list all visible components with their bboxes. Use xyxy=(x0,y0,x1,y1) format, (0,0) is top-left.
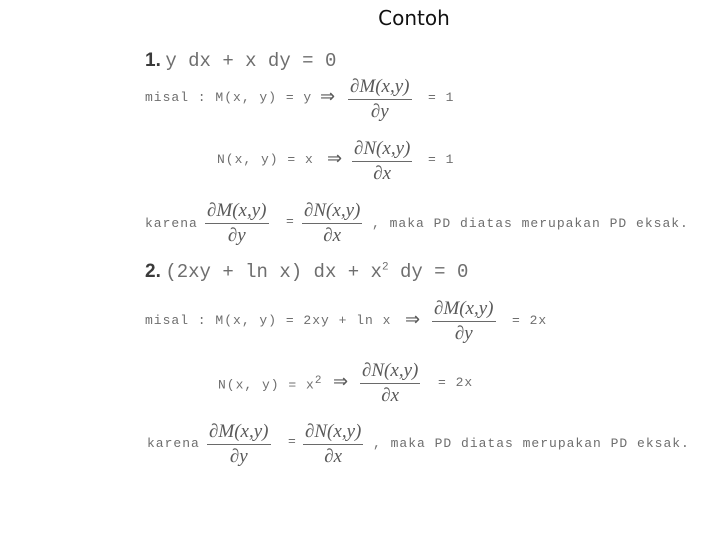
ex2-n-lhs: N(x, $y) = x^2$ xyxy=(218,375,323,393)
ex1-karena-word: karena xyxy=(145,216,198,231)
ex1-n-lhs: N(x, y) = x xyxy=(217,152,314,167)
ex1-m-rhs: = 1 xyxy=(428,90,455,105)
ex1-m-lhs: misal : M(x, y) = y xyxy=(145,90,313,105)
example-1-header xyxy=(145,50,336,72)
ex2-karena-fraction-m xyxy=(207,421,271,468)
ex1-karena-fraction-m xyxy=(205,200,269,247)
fraction-denominator: ∂y xyxy=(227,225,246,246)
ex1-n-rhs: = 1 xyxy=(428,152,455,167)
ex1-n-fraction xyxy=(352,138,412,185)
example-1-equation: y dx + x dy = 0 xyxy=(165,50,337,72)
fraction-numerator: ∂N(x,y) xyxy=(360,360,420,384)
fraction-numerator: ∂M(x,y) xyxy=(348,76,412,100)
ex2-karena-fraction-n xyxy=(303,421,363,468)
example-2-equation: (2xy + ln x) dx + $x^2$ dy = 0 xyxy=(165,261,469,283)
ex2-karena-word: karena xyxy=(147,436,200,451)
fraction-denominator: ∂x xyxy=(373,163,392,184)
fraction-denominator: ∂x xyxy=(323,225,342,246)
fraction-numerator: ∂M(x,y) xyxy=(205,200,269,224)
fraction-denominator: ∂x xyxy=(324,446,343,467)
implies-arrow-icon: ⇒ xyxy=(333,371,349,392)
fraction-numerator: ∂N(x,y) xyxy=(352,138,412,162)
fraction-denominator: ∂y xyxy=(229,446,248,467)
fraction-denominator: ∂x xyxy=(381,385,400,406)
ex1-m-fraction xyxy=(348,76,412,123)
ex2-m-lhs: misal : M(x, y) = 2xy + ln x xyxy=(145,313,392,328)
fraction-numerator: ∂N(x,y) xyxy=(302,200,362,224)
slide-title: Contoh xyxy=(378,6,450,30)
fraction-numerator: ∂N(x,y) xyxy=(303,421,363,445)
fraction-denominator: ∂y xyxy=(370,101,389,122)
fraction-numerator: ∂M(x,y) xyxy=(432,298,496,322)
implies-arrow-icon: ⇒ xyxy=(405,309,421,330)
ex1-karena-fraction-n xyxy=(302,200,362,247)
example-2-number: 2. xyxy=(145,261,161,282)
ex2-m-rhs: = 2x xyxy=(512,313,548,328)
equals-sign: = xyxy=(288,434,297,449)
implies-arrow-icon: ⇒ xyxy=(320,86,336,107)
ex2-karena-tail: , maka PD diatas merupakan PD eksak. xyxy=(373,436,690,451)
example-2-header xyxy=(145,261,468,283)
equals-sign: = xyxy=(286,214,295,229)
ex1-karena-tail: , maka PD diatas merupakan PD eksak. xyxy=(372,216,689,231)
fraction-numerator: ∂M(x,y) xyxy=(207,421,271,445)
ex2-m-fraction xyxy=(432,298,496,345)
example-1-number: 1. xyxy=(145,50,161,71)
implies-arrow-icon: ⇒ xyxy=(327,148,343,169)
ex2-n-rhs: = 2x xyxy=(438,375,474,390)
ex2-n-fraction xyxy=(360,360,420,407)
fraction-denominator: ∂y xyxy=(454,323,473,344)
